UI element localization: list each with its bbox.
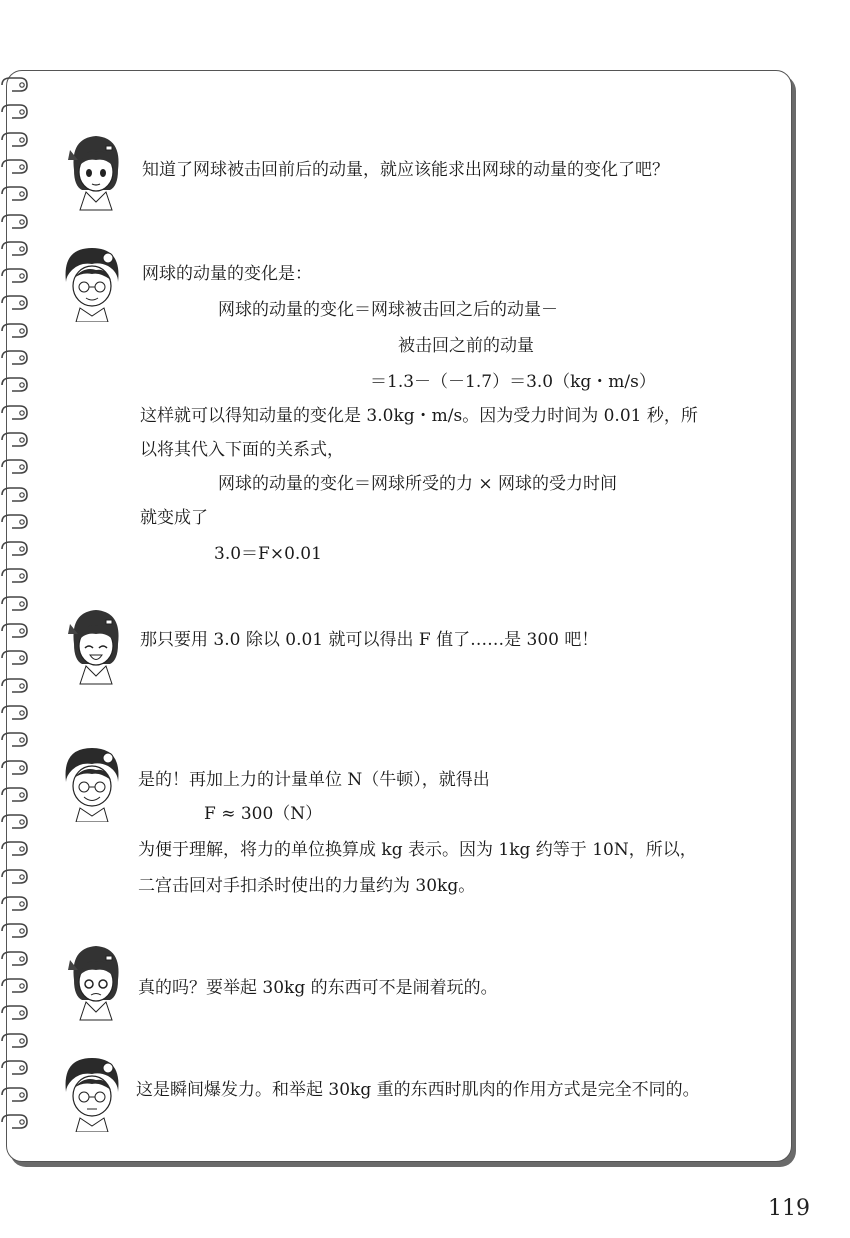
binding-ring-icon [0,1086,30,1104]
formula-line: 网球的动量的变化＝网球所受的力 × 网球的受力时间 [218,474,618,494]
binding-ring-icon [0,868,30,886]
formula-line: 网球的动量的变化＝网球被击回之后的动量－ [218,300,558,320]
dialog-line: 真的吗？要举起 30kg 的东西可不是闹着玩的。 [138,978,498,998]
binding-ring-icon [0,76,30,94]
dialog-line: 以将其代入下面的关系式， [140,440,344,460]
binding-ring-icon [0,649,30,667]
binding-ring-icon [0,131,30,149]
binding-ring-icon [0,950,30,968]
spiral-binding [0,76,40,1156]
binding-ring-icon [0,567,30,585]
binding-ring-icon [0,267,30,285]
formula-line: F ≈ 300（N） [204,804,323,824]
dialog-line: 那只要用 3.0 除以 0.01 就可以得出 F 值了……是 300 吧！ [140,630,599,650]
dialog-line: 知道了网球被击回前后的动量，就应该能求出网球的动量的变化了吧？ [142,160,669,180]
binding-ring-icon [0,759,30,777]
binding-ring-icon [0,349,30,367]
binding-ring-icon [0,294,30,312]
binding-ring-icon [0,813,30,831]
binding-ring-icon [0,622,30,640]
binding-ring-icon [0,895,30,913]
binding-ring-icon [0,240,30,258]
binding-ring-icon [0,1004,30,1022]
boy-avatar-smile-icon [56,740,128,822]
dialog-line: 这是瞬间爆发力。和举起 30kg 重的东西时肌肉的作用方式是完全不同的。 [136,1080,700,1100]
girl-avatar-worried-icon [60,940,132,1022]
binding-ring-icon [0,185,30,203]
binding-ring-icon [0,595,30,613]
binding-ring-icon [0,458,30,476]
dialog-line: 是的！再加上力的计量单位 N（牛顿），就得出 [138,770,490,790]
binding-ring-icon [0,677,30,695]
binding-ring-icon [0,731,30,749]
binding-ring-icon [0,213,30,231]
dialog-line: 为便于理解，将力的单位换算成 kg 表示。因为 1kg 约等于 10N，所以， [138,840,697,860]
binding-ring-icon [0,977,30,995]
formula-line: ＝1.3－（－1.7）＝3.0（kg・m/s） [370,372,656,392]
dialog-line: 网球的动量的变化是： [142,264,312,284]
binding-ring-icon [0,786,30,804]
binding-ring-icon [0,540,30,558]
binding-ring-icon [0,322,30,340]
binding-ring-icon [0,1113,30,1131]
boy-avatar-serious-icon [56,1050,128,1132]
binding-ring-icon [0,404,30,422]
binding-ring-icon [0,103,30,121]
girl-avatar-icon [60,130,132,212]
dialog-line: 二宫击回对手扣杀时使出的力量约为 30kg。 [138,876,476,896]
binding-ring-icon [0,431,30,449]
binding-ring-icon [0,376,30,394]
formula-line: 3.0＝F×0.01 [214,544,322,564]
binding-ring-icon [0,158,30,176]
dialog-line: 这样就可以得知动量的变化是 3.0kg・m/s。因为受力时间为 0.01 秒，所 [140,406,698,426]
binding-ring-icon [0,513,30,531]
formula-line: 被击回之前的动量 [398,336,534,356]
binding-ring-icon [0,1032,30,1050]
girl-avatar-happy-icon [60,604,132,686]
binding-ring-icon [0,1059,30,1077]
boy-avatar-icon [56,240,128,322]
binding-ring-icon [0,486,30,504]
binding-ring-icon [0,704,30,722]
binding-ring-icon [0,840,30,858]
dialog-line: 就变成了 [140,508,208,528]
binding-ring-icon [0,922,30,940]
page-number: 119 [768,1196,810,1221]
